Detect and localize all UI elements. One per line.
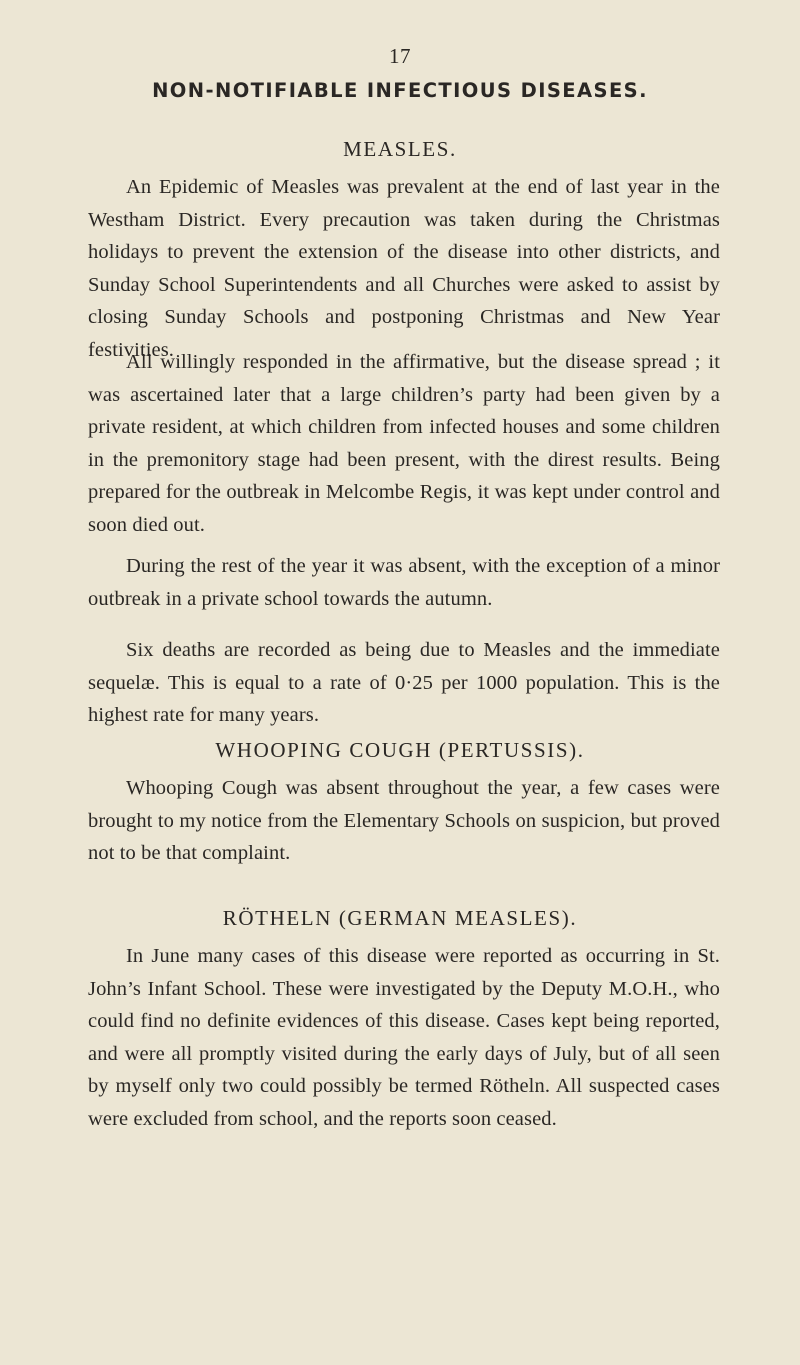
measles-paragraph-4: Six deaths are recorded as being due to Measles and the immediate sequelæ. This is equal to a rate of 0·25 per 1000 population. This is the highest rate for many years. xyxy=(88,639,720,726)
section-heading-whooping-cough: WHOOPING COUGH (PERTUSSIS). xyxy=(215,738,585,762)
measles-paragraph-3: During the rest of the year it was absent, with the exception of a minor outbreak in a private school towards the autumn. xyxy=(88,555,720,610)
rotheln-paragraph: In June many cases of this disease were reported as occurring in St. John’s Infant School. These were investigated by the Deputy M.O.H., who could find no definite evidences of this disease. Cases kept being reported, and were all promptly visited during the early days of July, but of all seen by myself only two could possibly be termed Rötheln. All suspected cases were excluded from school, and the reports soon ceased. xyxy=(88,945,720,1130)
whooping-cough-paragraph: Whooping Cough was absent throughout the year, a few cases were brought to my notice from the Elementary Schools on suspicion, but proved not to be that complaint. xyxy=(88,777,720,864)
page-title: NON-NOTIFIABLE INFECTIOUS DISEASES. xyxy=(152,79,648,102)
measles-paragraph-1: An Epidemic of Measles was prevalent at the end of last year in the Westham District. Every precaution was taken during the Christmas holidays to prevent the extension of the disease into other districts, and Sunday School Superintendents and all Churches were asked to assist by closing Sunday Schools and postponing Christmas and New Year festivities. xyxy=(88,176,720,361)
section-heading-rotheln: RÖTHELN (GERMAN MEASLES). xyxy=(222,906,578,930)
section-heading-measles: MEASLES. xyxy=(343,137,457,161)
measles-paragraph-2: All willingly responded in the affirmative, but the disease spread ; it was ascertained later that a large children’s party had been given by a private resident, at which children from infected houses and some children in the premonitory stage had been present, with the direst results. Being prepared for the outbreak in Melcombe Regis, it was kept under control and soon died out. xyxy=(88,351,720,536)
page-number: 17 xyxy=(389,44,411,68)
